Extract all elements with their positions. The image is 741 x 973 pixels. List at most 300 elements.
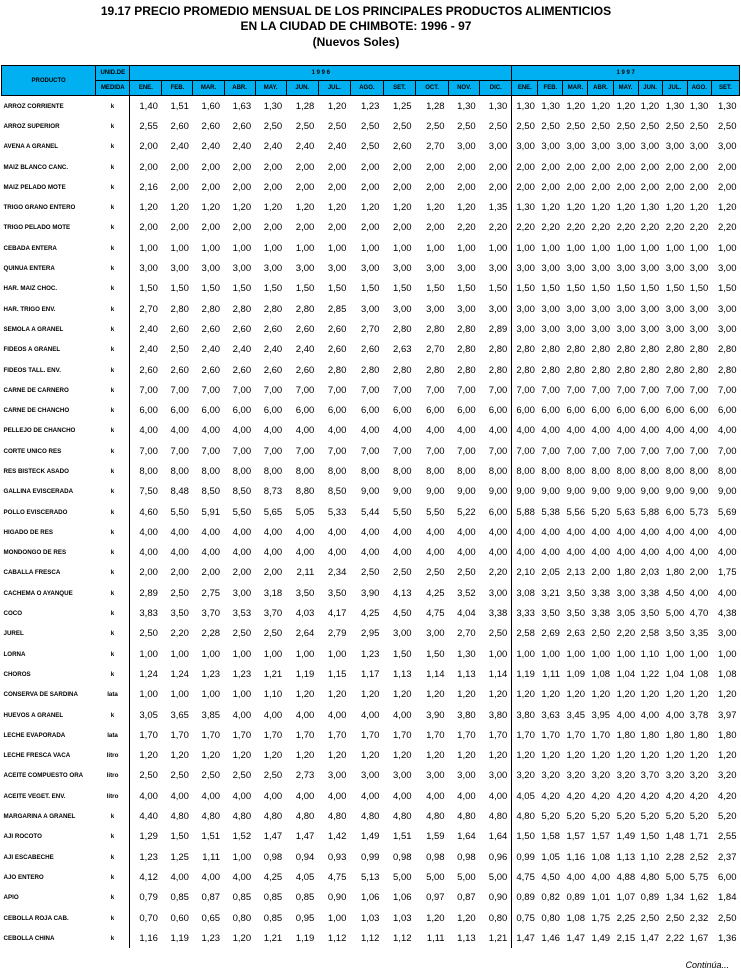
price-cell-1997: 4,88 — [616, 871, 636, 883]
unit-of-measure: k — [110, 467, 115, 475]
price-cell-1996: 4,00 — [201, 425, 221, 437]
unit-of-measure: k — [110, 204, 115, 212]
price-cell-1996: 5,50 — [232, 506, 252, 518]
price-cell-1997: 2,80 — [718, 344, 737, 356]
price-cell-1996: 2,00 — [130, 218, 162, 238]
header-month-1997: JUN. — [638, 81, 662, 96]
price-cell-1996: 2,80 — [488, 364, 508, 376]
price-cell-1997: 3,00 — [689, 323, 709, 335]
header-unit-top: UNID.DE — [96, 66, 130, 81]
unit-of-measure: k — [110, 102, 115, 110]
price-cell-1997: 5,20 — [591, 506, 611, 518]
price-cell-1996: 2,60 — [170, 364, 189, 376]
price-cell-1996: 1,20 — [232, 202, 252, 214]
price-cell-1996: 2,40 — [327, 141, 347, 153]
price-cell-1997: 3,21 — [541, 587, 560, 599]
price-cell-1996: 2,60 — [232, 120, 252, 132]
price-cell-1996: 1,00 — [170, 689, 189, 701]
price-cell-1997: 2,00 — [512, 157, 538, 177]
price-cell-1997: 1,00 — [640, 242, 660, 254]
unit-of-measure: litro — [106, 792, 119, 800]
table-row — [2, 197, 740, 217]
price-cell-1996: 8,00 — [263, 465, 283, 477]
price-cell-1997: 1,50 — [591, 283, 611, 295]
price-cell-1996: 3,80 — [488, 709, 508, 721]
header-month-1996: JUN. — [286, 81, 318, 96]
header-month-1997: ENE. — [512, 81, 538, 96]
price-cell-1996: 2,50 — [130, 624, 162, 644]
price-cell-1996: 6,00 — [426, 405, 445, 417]
price-cell-1996: 2,50 — [170, 344, 189, 356]
price-cell-1996: 1,20 — [232, 750, 252, 762]
price-cell-1996: 7,00 — [393, 445, 412, 457]
price-cell-1997: 6,00 — [541, 405, 560, 417]
price-cell-1997: 4,00 — [665, 526, 685, 538]
unit-of-measure: k — [110, 265, 115, 273]
price-cell-1997: 1,20 — [640, 689, 660, 701]
unit-of-measure: k — [110, 163, 115, 171]
price-cell-1996: 3,52 — [457, 587, 476, 599]
price-cell-1996: 9,00 — [457, 486, 476, 498]
price-cell-1996: 3,50 — [170, 608, 189, 620]
price-cell-1997: 3,00 — [566, 303, 585, 315]
price-cell-1996: 1,40 — [130, 96, 162, 117]
price-cell-1996: 3,00 — [426, 770, 445, 782]
price-cell-1996: 0,93 — [327, 851, 347, 863]
price-cell-1996: 1,70 — [295, 729, 315, 741]
price-cell-1996: 1,20 — [426, 750, 445, 762]
price-cell-1996: 2,80 — [457, 323, 476, 335]
price-cell-1997: 3,08 — [512, 583, 538, 603]
table-row — [2, 340, 740, 360]
price-cell-1996: 2,00 — [393, 222, 412, 234]
price-cell-1996: 1,14 — [488, 668, 508, 680]
price-cell-1996: 4,00 — [232, 790, 252, 802]
price-cell-1996: 2,50 — [170, 587, 189, 599]
price-cell-1996: 6,00 — [360, 405, 380, 417]
price-cell-1997: 2,00 — [591, 181, 611, 193]
price-cell-1996: 0,60 — [170, 912, 189, 924]
product-name: PELLEJO DE CHANCHO — [3, 427, 76, 435]
price-cell-1996: 2,50 — [457, 567, 476, 579]
price-cell-1997: 2,50 — [591, 120, 611, 132]
price-cell-1997: 3,00 — [512, 319, 538, 339]
price-cell-1996: 2,11 — [296, 567, 315, 579]
price-cell-1996: 3,83 — [130, 603, 162, 623]
price-cell-1996: 2,80 — [201, 303, 221, 315]
price-cell-1996: 0,79 — [130, 888, 162, 908]
price-cell-1996: 4,00 — [232, 547, 252, 559]
price-cell-1997: 2,20 — [616, 628, 636, 640]
price-cell-1996: 1,70 — [488, 729, 508, 741]
product-name: POLLO EVISCERADO — [3, 508, 68, 516]
price-cell-1997: 7,00 — [718, 445, 737, 457]
price-cell-1997: 1,80 — [640, 729, 660, 741]
price-cell-1996: 4,75 — [327, 871, 347, 883]
price-cell-1996: 2,80 — [393, 323, 412, 335]
price-cell-1996: 1,51 — [170, 100, 189, 112]
price-cell-1996: 2,00 — [360, 222, 380, 234]
price-cell-1997: 4,80 — [512, 806, 538, 826]
price-cell-1996: 1,20 — [457, 689, 476, 701]
product-name: LECHE EVAPORADA — [3, 731, 66, 739]
price-cell-1996: 2,00 — [360, 181, 380, 193]
unit-of-measure: k — [110, 589, 115, 597]
price-cell-1996: 2,80 — [295, 303, 315, 315]
price-cell-1997: 3,50 — [566, 587, 585, 599]
price-cell-1997: 1,16 — [566, 851, 585, 863]
table-row — [2, 908, 740, 928]
price-cell-1996: 8,00 — [130, 461, 162, 481]
table-row — [2, 218, 740, 238]
price-cell-1997: 4,00 — [566, 547, 585, 559]
price-cell-1996: 4,00 — [327, 547, 347, 559]
price-cell-1996: 4,00 — [170, 425, 189, 437]
price-cell-1996: 2,80 — [327, 364, 347, 376]
price-cell-1996: 1,20 — [457, 750, 476, 762]
price-cell-1997: 1,34 — [665, 892, 685, 904]
price-cell-1997: 1,47 — [512, 928, 538, 948]
price-cell-1997: 1,20 — [718, 202, 737, 214]
price-cell-1997: 2,37 — [718, 851, 737, 863]
price-cell-1997: 1,80 — [665, 567, 685, 579]
price-cell-1996: 1,30 — [457, 100, 476, 112]
price-cell-1996: 0,87 — [457, 892, 476, 904]
price-cell-1996: 4,00 — [295, 790, 315, 802]
price-cell-1996: 1,51 — [201, 831, 221, 843]
price-cell-1997: 2,20 — [512, 218, 538, 238]
price-cell-1996: 4,00 — [327, 425, 347, 437]
price-cell-1996: 4,00 — [327, 526, 347, 538]
price-cell-1997: 0,99 — [512, 847, 538, 867]
price-cell-1996: 2,40 — [170, 141, 189, 153]
price-cell-1997: 3,50 — [541, 608, 560, 620]
price-cell-1997: 2,32 — [689, 912, 709, 924]
price-cell-1997: 3,97 — [718, 709, 737, 721]
price-cell-1997: 1,50 — [616, 283, 636, 295]
price-cell-1997: 1,00 — [591, 648, 611, 660]
table-row — [2, 603, 740, 623]
price-cell-1997: 1,00 — [566, 648, 585, 660]
price-cell-1996: 5,00 — [457, 871, 476, 883]
price-cell-1996: 0,97 — [426, 892, 445, 904]
price-cell-1996: 2,80 — [263, 303, 283, 315]
price-cell-1997: 3,20 — [591, 770, 611, 782]
price-cell-1996: 6,00 — [393, 405, 412, 417]
price-cell-1996: 1,50 — [393, 648, 412, 660]
price-cell-1996: 1,20 — [360, 202, 380, 214]
price-cell-1996: 1,00 — [201, 689, 221, 701]
unit-of-measure: k — [110, 427, 115, 435]
unit-of-measure: lata — [107, 731, 118, 739]
price-cell-1996: 1,20 — [488, 750, 508, 762]
table-row — [2, 928, 740, 948]
price-cell-1996: 4,80 — [170, 811, 189, 823]
price-cell-1996: 4,00 — [360, 709, 380, 721]
price-cell-1997: 3,00 — [689, 303, 709, 315]
price-cell-1996: 4,00 — [360, 547, 380, 559]
price-cell-1997: 4,00 — [541, 526, 560, 538]
price-cell-1996: 2,80 — [360, 364, 380, 376]
price-cell-1996: 4,25 — [360, 608, 380, 620]
price-cell-1996: 1,00 — [232, 242, 252, 254]
price-cell-1996: 3,00 — [457, 141, 476, 153]
price-cell-1997: 1,20 — [640, 100, 660, 112]
price-cell-1996: 0,90 — [488, 892, 508, 904]
price-cell-1997: 1,20 — [640, 750, 660, 762]
price-cell-1997: 4,00 — [512, 543, 538, 563]
price-cell-1997: 6,00 — [665, 506, 685, 518]
unit-of-measure: k — [110, 873, 115, 881]
price-cell-1996: 1,00 — [170, 242, 189, 254]
price-cell-1997: 3,00 — [512, 299, 538, 319]
price-cell-1997: 1,84 — [718, 892, 737, 904]
price-cell-1997: 3,20 — [665, 770, 685, 782]
price-cell-1996: 4,00 — [393, 425, 412, 437]
price-cell-1997: 5,88 — [640, 506, 660, 518]
price-cell-1996: 1,21 — [263, 668, 283, 680]
price-cell-1996: 5,05 — [295, 506, 315, 518]
price-cell-1997: 1,08 — [591, 668, 611, 680]
product-name: GALLINA EVISCERADA — [3, 488, 74, 496]
price-cell-1997: 7,00 — [591, 384, 611, 396]
price-cell-1997: 1,20 — [591, 689, 611, 701]
price-cell-1997: 1,20 — [665, 750, 685, 762]
price-cell-1996: 7,00 — [327, 384, 347, 396]
price-cell-1996: 4,12 — [130, 867, 162, 887]
price-cell-1997: 5,20 — [591, 811, 611, 823]
header-month-1997: MAY. — [613, 81, 638, 96]
price-cell-1996: 2,70 — [457, 628, 476, 640]
table-row — [2, 583, 740, 603]
price-cell-1997: 1,57 — [566, 831, 585, 843]
price-cell-1997: 2,80 — [591, 344, 611, 356]
price-cell-1996: 1,16 — [130, 928, 162, 948]
price-cell-1996: 2,00 — [263, 161, 283, 173]
price-cell-1996: 4,00 — [263, 425, 283, 437]
price-cell-1996: 4,80 — [426, 811, 445, 823]
price-cell-1996: 2,80 — [457, 344, 476, 356]
price-cell-1997: 2,20 — [541, 222, 560, 234]
price-cell-1996: 7,00 — [488, 445, 508, 457]
price-cell-1996: 2,50 — [263, 628, 283, 640]
price-cell-1996: 5,50 — [170, 506, 189, 518]
price-cell-1996: 3,00 — [457, 263, 476, 275]
price-cell-1996: 2,50 — [393, 567, 412, 579]
price-cell-1997: 2,03 — [640, 567, 660, 579]
price-cell-1997: 3,00 — [616, 587, 636, 599]
price-cell-1997: 2,50 — [665, 912, 685, 924]
price-cell-1996: 1,23 — [360, 648, 380, 660]
price-cell-1997: 1,80 — [718, 729, 737, 741]
price-cell-1997: 4,80 — [640, 871, 660, 883]
price-cell-1996: 3,00 — [327, 263, 347, 275]
table-row — [2, 116, 740, 136]
price-cell-1996: 2,60 — [201, 364, 221, 376]
unit-of-measure: k — [110, 914, 115, 922]
unit-of-measure: k — [110, 407, 115, 415]
price-cell-1996: 9,00 — [488, 486, 508, 498]
price-cell-1997: 3,00 — [566, 323, 585, 335]
price-cell-1997: 3,00 — [640, 323, 660, 335]
price-cell-1996: 4,00 — [360, 790, 380, 802]
price-cell-1997: 4,05 — [512, 786, 538, 806]
price-cell-1997: 2,00 — [566, 181, 585, 193]
table-row — [2, 482, 740, 502]
price-cell-1997: 3,00 — [718, 263, 737, 275]
price-cell-1997: 1,04 — [616, 668, 636, 680]
price-cell-1996: 1,60 — [201, 100, 221, 112]
price-cell-1996: 2,60 — [327, 323, 347, 335]
price-cell-1996: 1,19 — [295, 932, 315, 944]
price-cell-1997: 8,00 — [591, 465, 611, 477]
price-cell-1996: 2,80 — [426, 323, 445, 335]
price-cell-1996: 6,00 — [327, 405, 347, 417]
price-cell-1997: 3,20 — [541, 770, 560, 782]
price-cell-1996: 2,00 — [201, 222, 221, 234]
price-cell-1997: 4,00 — [566, 526, 585, 538]
price-cell-1996: 6,00 — [130, 400, 162, 420]
price-cell-1997: 7,00 — [689, 384, 709, 396]
table-row — [2, 827, 740, 847]
product-name: QUINUA ENTERA — [3, 265, 55, 273]
product-name: CACHEMA O AYANQUE — [3, 589, 73, 597]
price-cell-1997: 2,20 — [591, 222, 611, 234]
price-cell-1997: 3,00 — [541, 323, 560, 335]
price-cell-1996: 1,20 — [360, 689, 380, 701]
price-cell-1997: 2,00 — [718, 161, 737, 173]
price-cell-1997: 2,80 — [665, 364, 685, 376]
price-cell-1996: 1,00 — [232, 648, 252, 660]
price-cell-1997: 1,00 — [512, 644, 538, 664]
price-cell-1996: 2,80 — [488, 344, 508, 356]
price-cell-1997: 1,36 — [718, 932, 737, 944]
price-cell-1997: 1,50 — [689, 283, 709, 295]
price-cell-1996: 1,20 — [201, 202, 221, 214]
price-cell-1997: 1,20 — [665, 689, 685, 701]
price-cell-1997: 5,20 — [689, 811, 709, 823]
price-cell-1996: 1,20 — [201, 750, 221, 762]
price-cell-1997: 2,50 — [689, 120, 709, 132]
price-cell-1996: 1,35 — [488, 202, 508, 214]
table-row — [2, 786, 740, 806]
price-cell-1996: 1,00 — [295, 648, 315, 660]
price-cell-1997: 1,09 — [566, 668, 585, 680]
price-cell-1996: 1,10 — [263, 689, 283, 701]
product-name: LECHE FRESCA VACA — [3, 752, 71, 760]
price-cell-1997: 1,50 — [640, 831, 660, 843]
price-cell-1996: 1,63 — [232, 100, 252, 112]
product-name: CHOROS — [3, 670, 31, 678]
price-cell-1997: 1,20 — [689, 689, 709, 701]
price-cell-1997: 9,00 — [640, 486, 660, 498]
price-cell-1996: 3,65 — [170, 709, 189, 721]
price-cell-1997: 1,49 — [616, 831, 636, 843]
price-cell-1997: 1,00 — [616, 648, 636, 660]
price-cell-1997: 5,20 — [640, 811, 660, 823]
unit-of-measure: k — [110, 569, 115, 577]
price-cell-1996: 1,50 — [201, 283, 221, 295]
unit-of-measure: lata — [107, 691, 118, 699]
price-cell-1996: 2,00 — [488, 161, 508, 173]
price-cell-1996: 4,00 — [263, 547, 283, 559]
price-cell-1997: 2,00 — [665, 181, 685, 193]
price-cell-1997: 9,00 — [591, 486, 611, 498]
price-cell-1996: 1,20 — [327, 202, 347, 214]
price-cell-1996: 1,13 — [457, 932, 476, 944]
price-cell-1996: 7,00 — [488, 384, 508, 396]
price-cell-1996: 2,40 — [130, 340, 162, 360]
price-cell-1996: 1,20 — [263, 202, 283, 214]
price-cell-1996: 2,50 — [263, 770, 283, 782]
price-cell-1996: 1,11 — [202, 851, 221, 863]
price-cell-1997: 2,05 — [541, 567, 560, 579]
price-cell-1997: 1,20 — [616, 202, 636, 214]
price-cell-1997: 2,50 — [591, 628, 611, 640]
price-cell-1996: 1,06 — [360, 892, 380, 904]
price-cell-1996: 1,59 — [426, 831, 445, 843]
price-cell-1996: 2,00 — [295, 222, 315, 234]
price-cell-1997: 2,20 — [566, 222, 585, 234]
price-cell-1997: 1,50 — [718, 283, 737, 295]
price-cell-1996: 7,00 — [327, 445, 347, 457]
price-cell-1997: 4,00 — [616, 526, 636, 538]
price-cell-1997: 1,00 — [541, 242, 560, 254]
header-month-1996: FEB. — [162, 81, 193, 96]
price-cell-1996: 0,65 — [201, 912, 221, 924]
price-cell-1997: 2,50 — [541, 120, 560, 132]
price-cell-1997: 2,80 — [541, 344, 560, 356]
price-cell-1997: 1,00 — [566, 242, 585, 254]
price-cell-1997: 1,05 — [541, 851, 560, 863]
price-cell-1997: 2,58 — [640, 628, 660, 640]
price-cell-1997: 1,20 — [689, 202, 709, 214]
price-cell-1996: 2,00 — [263, 222, 283, 234]
price-cell-1996: 6,00 — [488, 405, 508, 417]
price-cell-1997: 9,00 — [541, 486, 560, 498]
price-cell-1996: 2,70 — [426, 344, 445, 356]
price-cell-1996: 2,60 — [393, 141, 412, 153]
price-cell-1996: 4,00 — [393, 790, 412, 802]
price-cell-1997: 1,20 — [566, 689, 585, 701]
price-cell-1997: 7,00 — [616, 384, 636, 396]
header-unit-bottom: MEDIDA — [96, 81, 130, 96]
price-cell-1996: 4,00 — [393, 547, 412, 559]
price-cell-1996: 4,80 — [327, 811, 347, 823]
price-cell-1997: 3,20 — [718, 770, 737, 782]
price-cell-1997: 5,75 — [689, 871, 709, 883]
price-cell-1997: 2,80 — [689, 364, 709, 376]
price-cell-1996: 1,14 — [426, 668, 445, 680]
price-cell-1997: 2,22 — [665, 932, 685, 944]
price-cell-1997: 2,80 — [665, 344, 685, 356]
price-cell-1997: 8,00 — [616, 465, 636, 477]
price-cell-1997: 4,00 — [665, 547, 685, 559]
price-cell-1996: 4,00 — [201, 871, 221, 883]
product-name: AJI ROCOTO — [3, 833, 42, 841]
price-cell-1997: 4,00 — [640, 547, 660, 559]
unit-of-measure: k — [110, 305, 115, 313]
price-cell-1996: 1,00 — [263, 242, 283, 254]
price-cell-1996: 7,00 — [170, 445, 189, 457]
price-cell-1996: 1,00 — [488, 648, 508, 660]
table-row — [2, 624, 740, 644]
price-cell-1996: 1,20 — [393, 750, 412, 762]
price-cell-1996: 2,00 — [360, 161, 380, 173]
price-cell-1996: 2,55 — [130, 116, 162, 136]
price-cell-1996: 2,73 — [295, 770, 315, 782]
price-cell-1996: 2,00 — [295, 181, 315, 193]
